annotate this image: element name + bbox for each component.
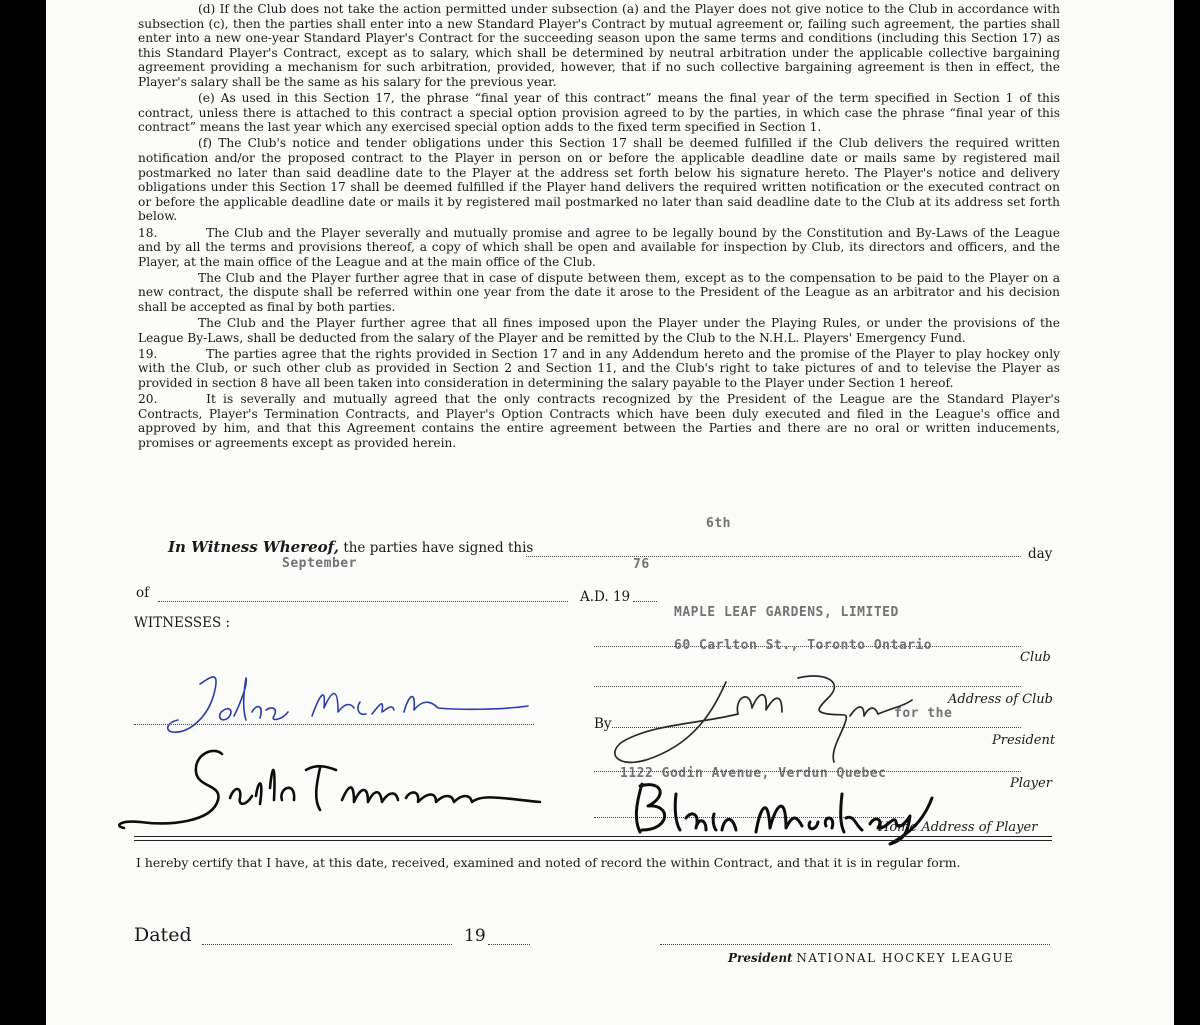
clause-18-fines: The Club and the Player further agree that all fines imposed upon the Player under the Playing Rules, or under the provisions of the League By-Laws, shall be deducted from the salary of the Player and be remitted by the Club to the N.H.L. Players' Emergency Fund. xyxy=(138,316,1060,345)
day-dotted-line xyxy=(526,556,1021,557)
certification-statement: I hereby certify that I have, at this date, received, examined and noted of record the within Contract, and that it is in regular form. xyxy=(136,855,961,870)
clause-17d: (d) If the Club does not take the action permitted under subsection (a) and the Player does not give notice to the Club in accordance with subsection (c), then the parties shall enter into a new Standard Player's Contract by mutual agreement or, failing such agreement, the parties shall enter into a new one-year Standard Player's Contract for the succeeding season upon the same terms and conditions (including this Section 17) as this Standard Player's Contract, except as to salary, which shall be determined by neutral arbitration under the applicable collective bargaining agreement providing a mechanism for such arbitration, provided, however, that if no such collective bargaining agreement is then in effect, the Player's salary shall be the same as his salary for the previous year. xyxy=(138,2,1060,90)
dated-dotted-line xyxy=(202,944,452,945)
typed-day: 6th xyxy=(706,516,731,531)
clause-top-line xyxy=(138,0,1060,1)
typed-club-name: MAPLE LEAF GARDENS, LIMITED xyxy=(674,605,899,620)
witness-one-signature xyxy=(160,664,532,738)
typed-year: 76 xyxy=(633,557,650,572)
club-president-signature xyxy=(602,664,914,766)
president-signature-dotted-line xyxy=(660,944,1050,945)
by-label: By xyxy=(594,716,612,732)
clause-19: 19. The parties agree that the rights provided in Section 17 and in any Addendum hereto and the promise of the Player to play hockey only with the Club, or such other club as provided in Section 2 and Section 11, and the Club's right to take pictures of and to televise the Player as provided in section 8 have all been taken into consideration in determining the salary payable to the Player under Section 1 hereof. xyxy=(138,346,1060,390)
clause-20: 20. It is severally and mutually agreed that the only contracts recognized by the President of the League are the Standard Player's Contracts, Player's Termination Contracts, and Player's Option Contracts which have been duly executed and filed in the League's office and approved by him, and that this Agreement contains the entire agreement between the Parties and there are no oral or written inducements, promises or agreements except as provided herein. xyxy=(138,392,1060,450)
home-address-label: Home Address of Player xyxy=(878,820,1038,835)
typed-player-address: 1122 Godin Avenue, Verdun Quebec xyxy=(620,766,887,781)
witness-two-signature xyxy=(110,740,546,836)
ad-label: A.D. 19 xyxy=(580,589,631,605)
footer-president-label: President xyxy=(728,951,793,965)
player-dotted-line xyxy=(594,771,1021,772)
witnesses-label: WITNESSES : xyxy=(134,615,231,631)
month-dotted-line xyxy=(158,601,568,602)
contract-clauses xyxy=(138,0,1060,452)
clause-17f: (f) The Club's notice and tender obligations under this Section 17 shall be deemed fulfilled if the Club delivers the required written notification and/or the proposed contract to the Player in person on or before the applicable deadline date or mails same by registered mail postmarked no later than said deadline date to the Player at the address set forth below his signature hereto. The Player's notice and delivery obligations under this Section 17 shall be deemed fulfilled if the Player hand delivers the required written notification or the executed contract on or before the applicable deadline date or mails it by registered mail postmarked no later than said deadline date to the Club at its address set forth below. xyxy=(138,136,1060,224)
footer-year-label: 19 xyxy=(464,926,486,946)
of-label: of xyxy=(136,585,150,601)
footer-year-dotted-line xyxy=(488,944,530,945)
league-name: NATIONAL HOCKEY LEAGUE xyxy=(796,951,1015,965)
typed-for-the: for the xyxy=(894,706,953,721)
witness-gothic-heading: In Witness Whereof, xyxy=(168,538,340,556)
contract-page xyxy=(46,0,1174,1025)
clause-18: 18. The Club and the Player severally and mutually promise and agree to be legally bound by the Constitution and By-Laws of the League and by all the terms and provisions thereof, a copy of which shall be open and available for inspection by Club, its directors and officers, and the Player, at the main office of the League and at the main office of the Club. xyxy=(138,225,1060,269)
year-dotted-line xyxy=(633,601,657,602)
clause-18-dispute: The Club and the Player further agree that in case of dispute between them, except as to the compensation to be paid to the Player on a new contract, the dispute shall be referred within one year from the date it arose to the President of the League as an arbitrator and his decision shall be accepted as final by both parties. xyxy=(138,270,1060,314)
divider-rule-top xyxy=(134,836,1052,837)
player-label: Player xyxy=(1010,776,1052,791)
club-label: Club xyxy=(1020,650,1051,665)
typed-club-address: 60 Carlton St., Toronto Ontario xyxy=(674,638,933,653)
clause-17e: (e) As used in this Section 17, the phrase “final year of this contract” means the final year of the term specified in Section 1 of this contract, unless there is attached to this contract a special option provision agreed to by the parties, in which case the phrase “final year of this contract” means the last year which any exercised special option adds to the fixed term specified in Section 1. xyxy=(138,91,1060,135)
typed-month: September xyxy=(282,556,357,571)
witness-line xyxy=(168,538,533,556)
president-label: President xyxy=(992,733,1056,748)
day-label: day xyxy=(1028,546,1053,562)
witness-text: the parties have signed this xyxy=(343,540,534,556)
address-of-club-label: Address of Club xyxy=(948,692,1053,707)
divider-rule-bottom xyxy=(134,840,1052,841)
footer-president-line xyxy=(728,951,1014,965)
dated-label: Dated xyxy=(134,924,192,946)
